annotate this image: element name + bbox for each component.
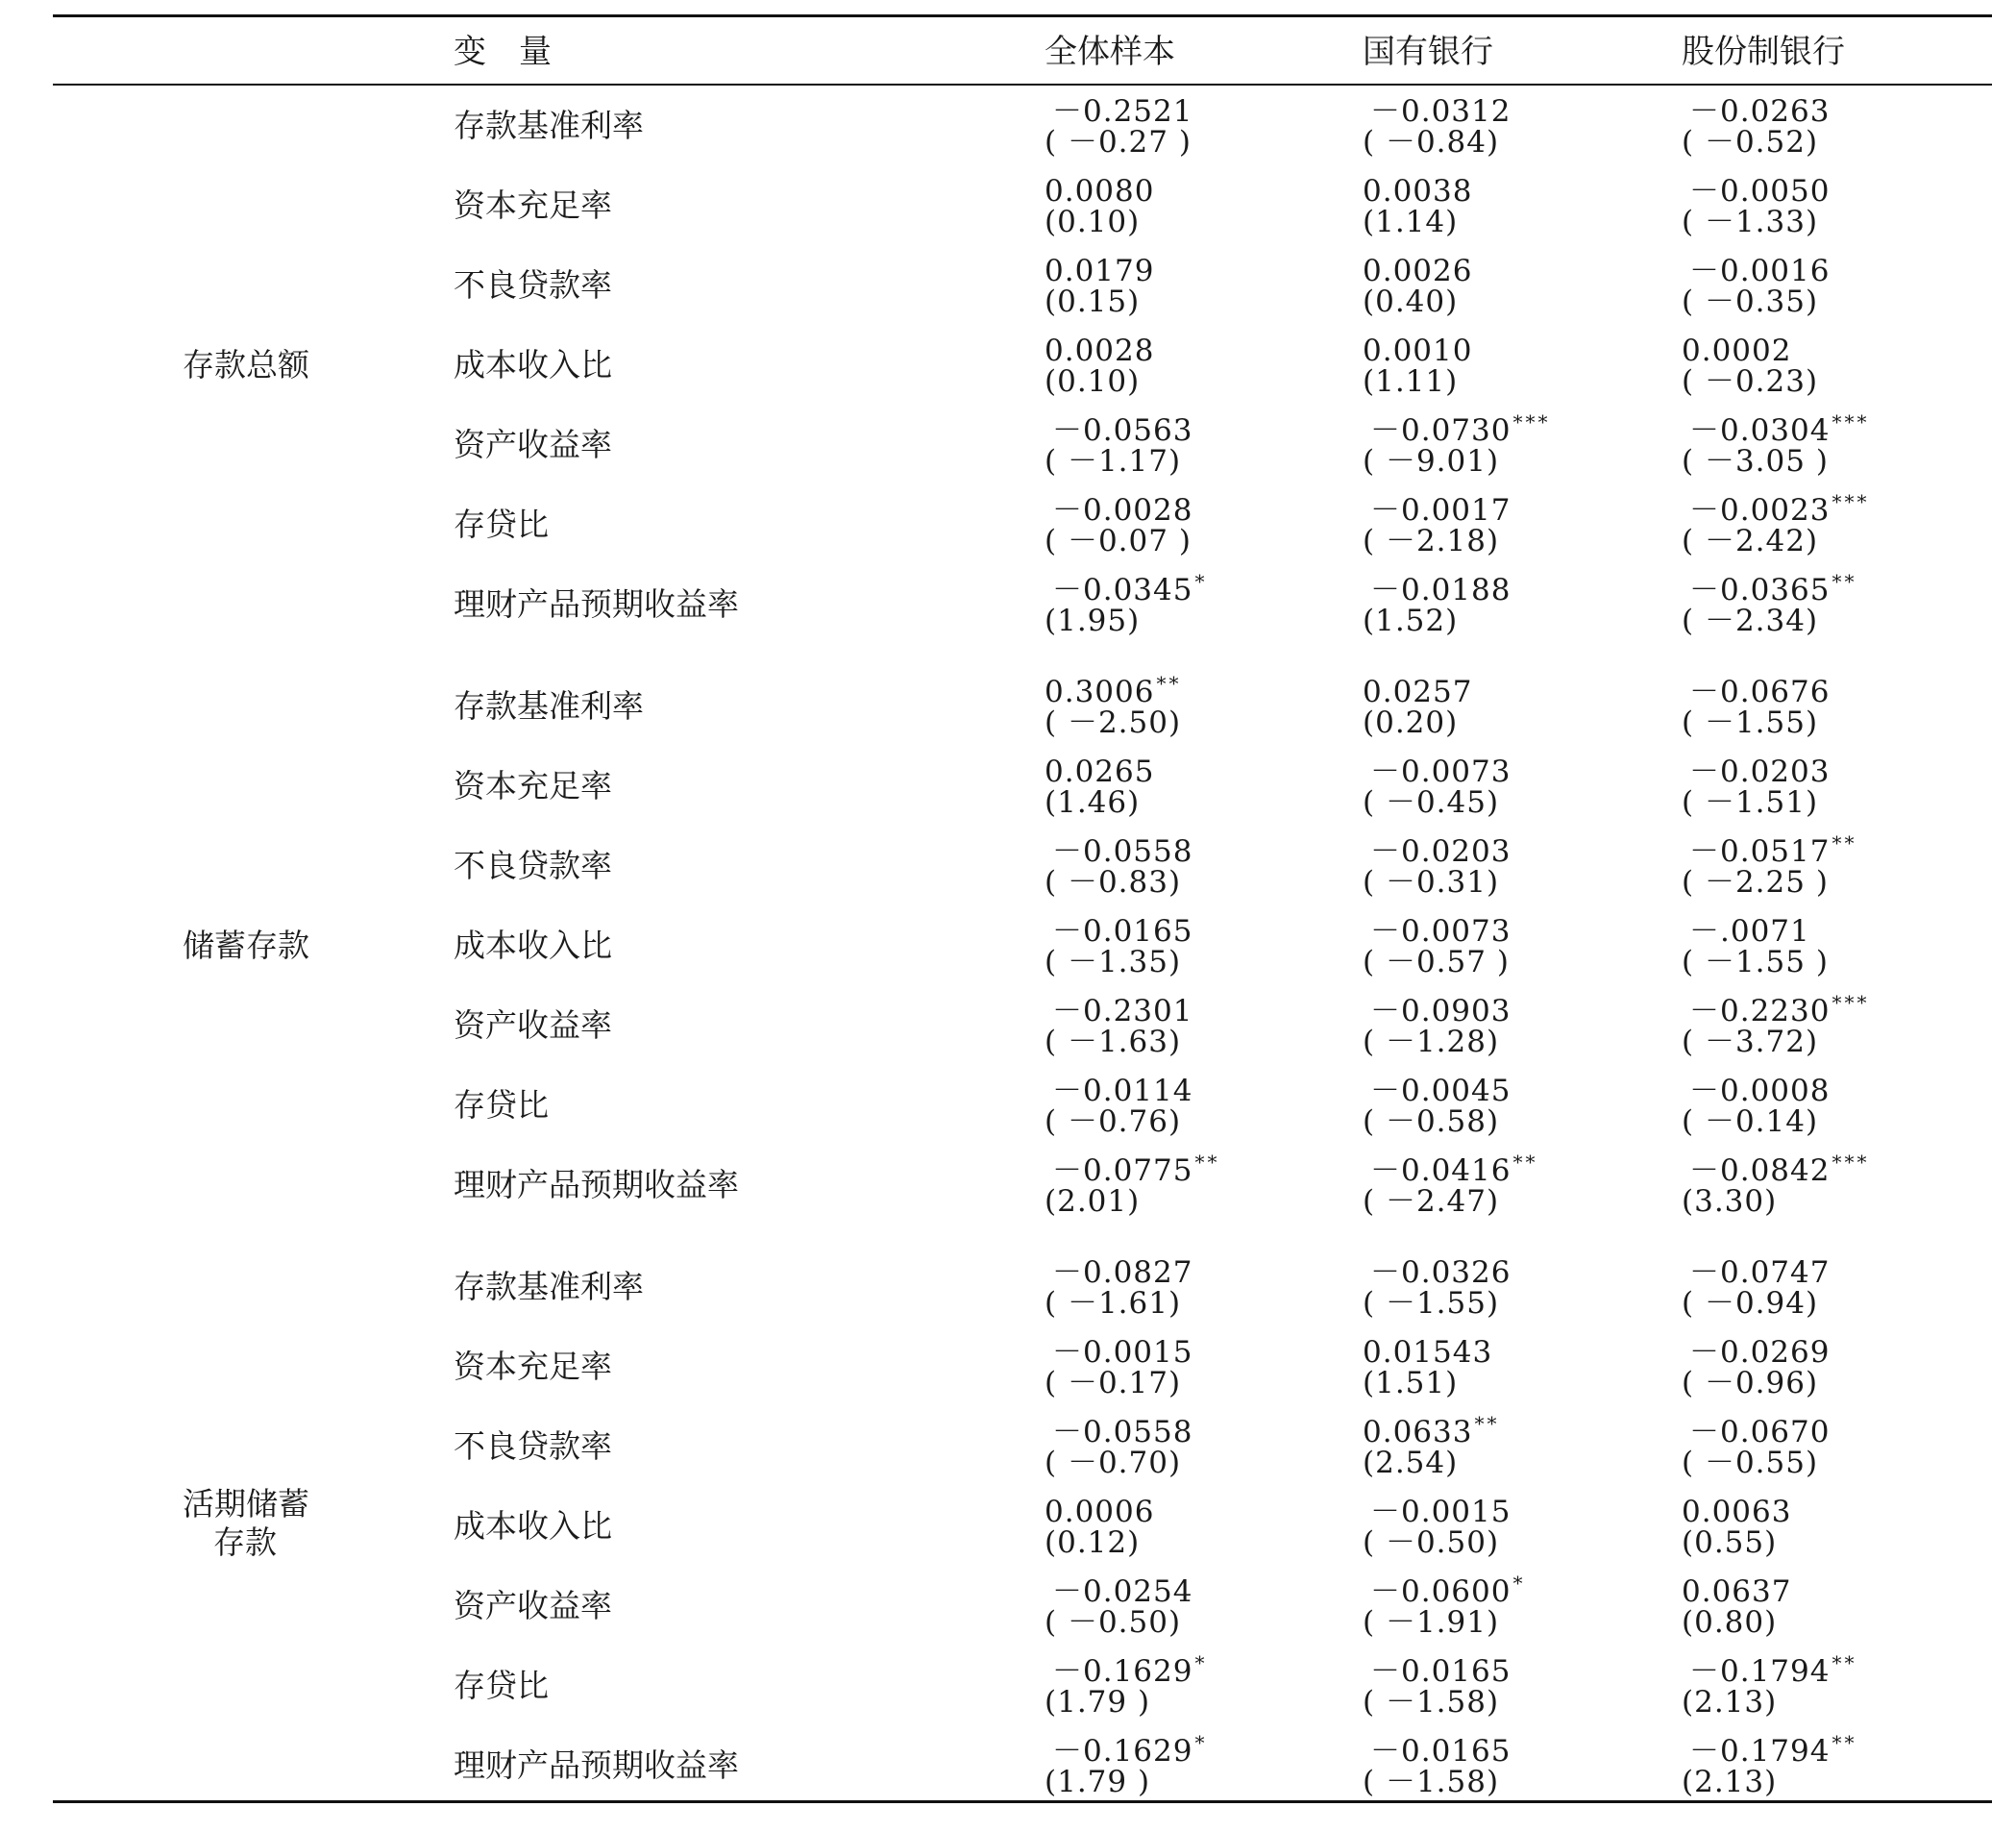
- coefficient-value: －0.0269: [1689, 1335, 1831, 1370]
- group-label-line: 活期储蓄: [183, 1484, 309, 1523]
- group-label: 存款总额: [183, 345, 309, 384]
- t-statistic-cell: (0.80): [1682, 1605, 1778, 1640]
- t-statistic-cell: ( －0.07 ): [1045, 524, 1192, 558]
- coefficient-cell: [1370, 1065, 1512, 1108]
- coefficient-cell: [1689, 826, 1856, 869]
- significance-stars: **: [1832, 1731, 1857, 1754]
- t-statistic-cell: ( －1.63): [1045, 1025, 1182, 1059]
- coefficient-value: －0.0365: [1689, 573, 1831, 607]
- coefficient-cell: [1052, 1145, 1219, 1188]
- group-label-line: 存款: [213, 1523, 277, 1561]
- significance-stars: ***: [1832, 1151, 1870, 1174]
- t-statistic-cell: ( －0.14): [1682, 1104, 1819, 1139]
- coefficient-cell: [1045, 245, 1156, 288]
- t-statistic-cell: (1.95): [1045, 604, 1141, 638]
- t-statistic-cell: ( －0.45): [1363, 785, 1500, 820]
- variable-name: 成本收入比: [454, 1507, 612, 1545]
- significance-stars: **: [1474, 1412, 1500, 1435]
- coefficient-value: －0.0017: [1370, 493, 1512, 528]
- coefficient-value: －0.0023: [1689, 493, 1831, 528]
- coefficient-value: －0.0312: [1370, 94, 1512, 129]
- coefficient-cell: [1370, 905, 1512, 949]
- variable-name: 资产收益率: [454, 426, 612, 463]
- significance-stars: **: [1832, 1651, 1857, 1674]
- variable-name: 存贷比: [454, 1667, 549, 1704]
- t-statistic-cell: ( －1.91): [1363, 1605, 1500, 1640]
- coefficient-cell: [1363, 666, 1474, 709]
- coefficient-value: －0.0254: [1052, 1574, 1193, 1609]
- significance-stars: *: [1194, 1651, 1208, 1674]
- coefficient-value: 0.01543: [1363, 1335, 1493, 1370]
- variable-name: 理财产品预期收益率: [454, 1746, 739, 1784]
- t-statistic-cell: ( －0.50): [1045, 1605, 1182, 1640]
- coefficient-value: －0.0073: [1370, 755, 1512, 789]
- coefficient-cell: [1052, 1566, 1194, 1609]
- coefficient-value: 0.0633: [1363, 1415, 1473, 1449]
- coefficient-value: －0.0114: [1052, 1074, 1193, 1108]
- t-statistic-cell: (2.01): [1045, 1184, 1141, 1219]
- coefficient-value: －0.2301: [1052, 994, 1193, 1028]
- variable-name: 资本充足率: [454, 767, 612, 805]
- coefficient-value: 0.3006: [1045, 675, 1155, 709]
- coefficient-cell: [1363, 1326, 1494, 1370]
- coefficient-value: －0.0747: [1689, 1255, 1831, 1290]
- coefficient-value: 0.0028: [1045, 334, 1155, 368]
- t-statistic-cell: (1.79 ): [1045, 1685, 1151, 1720]
- coefficient-cell: [1052, 905, 1194, 949]
- t-statistic-cell: ( －1.55): [1682, 706, 1819, 740]
- t-statistic-cell: (1.14): [1363, 205, 1459, 239]
- t-statistic-cell: ( －0.17): [1045, 1366, 1182, 1400]
- coefficient-value: －0.2230: [1689, 994, 1831, 1028]
- coefficient-value: －0.0165: [1370, 1734, 1512, 1769]
- coefficient-value: －.0071: [1689, 914, 1810, 949]
- coefficient-cell: [1052, 1646, 1207, 1689]
- coefficient-cell: [1689, 905, 1812, 949]
- coefficient-cell: [1689, 564, 1856, 607]
- coefficient-cell: [1045, 325, 1156, 368]
- coefficient-value: －0.0326: [1370, 1255, 1512, 1290]
- t-statistic-cell: (0.20): [1363, 706, 1459, 740]
- t-statistic-cell: ( －1.55): [1363, 1286, 1500, 1321]
- t-statistic-cell: (0.40): [1363, 285, 1459, 319]
- coefficient-cell: [1045, 746, 1156, 789]
- t-statistic-cell: (1.46): [1045, 785, 1141, 820]
- significance-stars: **: [1194, 1151, 1220, 1174]
- t-statistic-cell: (1.79 ): [1045, 1765, 1151, 1799]
- coefficient-value: 0.0063: [1682, 1495, 1792, 1529]
- t-statistic-cell: ( －0.58): [1363, 1104, 1500, 1139]
- coefficient-value: 0.0637: [1682, 1574, 1792, 1609]
- coefficient-cell: [1045, 1486, 1156, 1529]
- t-statistic-cell: ( －2.42): [1682, 524, 1819, 558]
- header-joint-stock-banks: 股份制银行: [1682, 33, 1845, 71]
- t-statistic-cell: (3.30): [1682, 1184, 1778, 1219]
- coefficient-value: 0.0010: [1363, 334, 1473, 368]
- coefficient-cell: [1689, 484, 1869, 528]
- t-statistic-cell: ( －2.25 ): [1682, 865, 1829, 900]
- coefficient-cell: [1689, 1406, 1832, 1449]
- variable-name: 存贷比: [454, 1086, 549, 1124]
- t-statistic-cell: ( －2.34): [1682, 604, 1819, 638]
- coefficient-cell: [1370, 1247, 1512, 1290]
- variable-name: 存款基准利率: [454, 1268, 644, 1305]
- coefficient-cell: [1045, 666, 1181, 709]
- significance-stars: **: [1156, 672, 1182, 695]
- coefficient-cell: [1682, 325, 1793, 368]
- significance-stars: **: [1832, 570, 1857, 593]
- coefficient-value: －0.0008: [1689, 1074, 1831, 1108]
- t-statistic-cell: ( －1.28): [1363, 1025, 1500, 1059]
- t-statistic-cell: (0.10): [1045, 205, 1141, 239]
- t-statistic-cell: ( －0.27 ): [1045, 125, 1192, 160]
- variable-name: 资产收益率: [454, 1587, 612, 1624]
- significance-stars: **: [1512, 1151, 1538, 1174]
- significance-stars: **: [1832, 831, 1857, 854]
- significance-stars: *: [1512, 1572, 1526, 1595]
- variable-name: 成本收入比: [454, 346, 612, 384]
- coefficient-cell: [1689, 1725, 1856, 1769]
- coefficient-cell: [1052, 1065, 1194, 1108]
- significance-stars: ***: [1512, 410, 1551, 433]
- variable-name: 资本充足率: [454, 1348, 612, 1385]
- coefficient-value: －0.0015: [1052, 1335, 1193, 1370]
- coefficient-value: －0.1629: [1052, 1654, 1193, 1689]
- coefficient-cell: [1052, 86, 1194, 129]
- variable-name: 资产收益率: [454, 1006, 612, 1044]
- coefficient-value: 0.0265: [1045, 755, 1155, 789]
- t-statistic-cell: (0.55): [1682, 1525, 1778, 1560]
- coefficient-cell: [1052, 405, 1194, 448]
- coefficient-cell: [1689, 746, 1832, 789]
- coefficient-value: －0.1794: [1689, 1654, 1831, 1689]
- t-statistic-cell: ( －0.96): [1682, 1366, 1819, 1400]
- variable-name: 理财产品预期收益率: [454, 1166, 739, 1203]
- coefficient-cell: [1363, 165, 1474, 209]
- coefficient-value: 0.0026: [1363, 254, 1473, 288]
- coefficient-value: －0.0558: [1052, 834, 1193, 869]
- t-statistic-cell: ( －0.70): [1045, 1446, 1182, 1480]
- coefficient-cell: [1370, 1145, 1537, 1188]
- coefficient-value: －0.0050: [1689, 174, 1831, 209]
- t-statistic-cell: (0.10): [1045, 364, 1141, 399]
- t-statistic-cell: ( －0.76): [1045, 1104, 1182, 1139]
- coefficient-cell: [1370, 405, 1550, 448]
- coefficient-cell: [1363, 325, 1474, 368]
- coefficient-value: －0.0015: [1370, 1495, 1512, 1529]
- t-statistic-cell: (1.11): [1363, 364, 1459, 399]
- coefficient-cell: [1370, 826, 1512, 869]
- coefficient-value: 0.0257: [1363, 675, 1473, 709]
- coefficient-value: －0.0775: [1052, 1153, 1193, 1188]
- coefficient-cell: [1689, 245, 1832, 288]
- variable-name: 不良贷款率: [454, 847, 612, 884]
- coefficient-cell: [1689, 1326, 1832, 1370]
- coefficient-cell: [1689, 1247, 1832, 1290]
- header-full-sample: 全体样本: [1045, 33, 1175, 71]
- coefficient-value: －0.0016: [1689, 254, 1831, 288]
- coefficient-cell: [1689, 405, 1869, 448]
- t-statistic-cell: ( －0.35): [1682, 285, 1819, 319]
- variable-name: 不良贷款率: [454, 266, 612, 304]
- t-statistic-cell: ( －2.18): [1363, 524, 1500, 558]
- coefficient-cell: [1689, 86, 1832, 129]
- t-statistic-cell: ( －3.72): [1682, 1025, 1819, 1059]
- coefficient-cell: [1370, 86, 1512, 129]
- t-statistic-cell: (2.54): [1363, 1446, 1459, 1480]
- coefficient-cell: [1052, 564, 1207, 607]
- coefficient-cell: [1689, 165, 1832, 209]
- t-statistic-cell: (2.13): [1682, 1765, 1778, 1799]
- t-statistic-cell: ( －0.50): [1363, 1525, 1500, 1560]
- coefficient-value: －0.0263: [1689, 94, 1831, 129]
- significance-stars: ***: [1832, 410, 1870, 433]
- variable-name: 不良贷款率: [454, 1427, 612, 1465]
- significance-stars: *: [1194, 1731, 1208, 1754]
- coefficient-cell: [1370, 484, 1512, 528]
- coefficient-cell: [1052, 985, 1194, 1028]
- coefficient-cell: [1370, 746, 1512, 789]
- header-state-banks: 国有银行: [1363, 33, 1493, 71]
- t-statistic-cell: ( －0.84): [1363, 125, 1500, 160]
- coefficient-cell: [1052, 1247, 1194, 1290]
- t-statistic-cell: ( －1.17): [1045, 444, 1182, 479]
- t-statistic-cell: ( －3.05 ): [1682, 444, 1829, 479]
- coefficient-cell: [1689, 1646, 1856, 1689]
- top-rule: [53, 14, 1992, 17]
- coefficient-cell: [1363, 245, 1474, 288]
- variable-name: 资本充足率: [454, 186, 612, 224]
- coefficient-value: －0.0517: [1689, 834, 1831, 869]
- coefficient-cell: [1370, 564, 1512, 607]
- coefficient-cell: [1689, 666, 1832, 709]
- t-statistic-cell: ( －0.83): [1045, 865, 1182, 900]
- coefficient-value: －0.0165: [1370, 1654, 1512, 1689]
- coefficient-cell: [1045, 165, 1156, 209]
- t-statistic-cell: (2.13): [1682, 1685, 1778, 1720]
- t-statistic-cell: ( －2.50): [1045, 706, 1182, 740]
- variable-name: 存贷比: [454, 506, 549, 543]
- coefficient-value: 0.0179: [1045, 254, 1155, 288]
- coefficient-value: －0.0558: [1052, 1415, 1193, 1449]
- variable-name: 理财产品预期收益率: [454, 585, 739, 623]
- coefficient-value: －0.0188: [1370, 573, 1512, 607]
- coefficient-cell: [1689, 985, 1869, 1028]
- coefficient-value: －0.0165: [1052, 914, 1193, 949]
- t-statistic-cell: ( －1.51): [1682, 785, 1819, 820]
- coefficient-value: －0.0730: [1370, 413, 1512, 448]
- t-statistic-cell: (0.12): [1045, 1525, 1141, 1560]
- coefficient-value: －0.0073: [1370, 914, 1512, 949]
- t-statistic-cell: ( －9.01): [1363, 444, 1500, 479]
- coefficient-cell: [1370, 1486, 1512, 1529]
- t-statistic-cell: ( －0.23): [1682, 364, 1819, 399]
- t-statistic-cell: ( －0.31): [1363, 865, 1500, 900]
- coefficient-value: －0.0563: [1052, 413, 1193, 448]
- coefficient-value: －0.0045: [1370, 1074, 1512, 1108]
- significance-stars: ***: [1832, 490, 1870, 513]
- significance-stars: *: [1194, 570, 1208, 593]
- coefficient-cell: [1370, 985, 1512, 1028]
- coefficient-cell: [1689, 1145, 1869, 1188]
- coefficient-cell: [1052, 1326, 1194, 1370]
- coefficient-value: －0.0028: [1052, 493, 1193, 528]
- coefficient-cell: [1052, 1406, 1194, 1449]
- variable-name: 存款基准利率: [454, 107, 644, 144]
- t-statistic-cell: (1.51): [1363, 1366, 1459, 1400]
- coefficient-cell: [1052, 826, 1194, 869]
- coefficient-value: －0.0676: [1689, 675, 1831, 709]
- coefficient-value: －0.0827: [1052, 1255, 1193, 1290]
- t-statistic-cell: ( －0.55): [1682, 1446, 1819, 1480]
- bottom-rule: [53, 1800, 1992, 1803]
- coefficient-value: －0.0304: [1689, 413, 1831, 448]
- t-statistic-cell: (1.52): [1363, 604, 1459, 638]
- coefficient-cell: [1052, 1725, 1207, 1769]
- coefficient-value: －0.0345: [1052, 573, 1193, 607]
- coefficient-value: －0.0842: [1689, 1153, 1831, 1188]
- coefficient-value: －0.0416: [1370, 1153, 1512, 1188]
- t-statistic-cell: ( －0.57 ): [1363, 945, 1510, 979]
- coefficient-value: 0.0002: [1682, 334, 1792, 368]
- coefficient-value: －0.0903: [1370, 994, 1512, 1028]
- t-statistic-cell: ( －1.58): [1363, 1765, 1500, 1799]
- coefficient-value: －0.0203: [1689, 755, 1831, 789]
- coefficient-value: －0.1629: [1052, 1734, 1193, 1769]
- coefficient-value: 0.0080: [1045, 174, 1155, 209]
- coefficient-value: －0.2521: [1052, 94, 1193, 129]
- coefficient-cell: [1689, 1065, 1832, 1108]
- t-statistic-cell: ( －2.47): [1363, 1184, 1500, 1219]
- t-statistic-cell: ( －1.35): [1045, 945, 1182, 979]
- coefficient-cell: [1052, 484, 1194, 528]
- t-statistic-cell: ( －1.58): [1363, 1685, 1500, 1720]
- t-statistic-cell: ( －0.94): [1682, 1286, 1819, 1321]
- t-statistic-cell: ( －1.55 ): [1682, 945, 1829, 979]
- t-statistic-cell: ( －1.61): [1045, 1286, 1182, 1321]
- coefficient-cell: [1682, 1486, 1793, 1529]
- coefficient-cell: [1370, 1566, 1525, 1609]
- coefficient-value: －0.0203: [1370, 834, 1512, 869]
- t-statistic-cell: (0.15): [1045, 285, 1141, 319]
- coefficient-cell: [1363, 1406, 1499, 1449]
- variable-name: 存款基准利率: [454, 687, 644, 725]
- coefficient-value: 0.0038: [1363, 174, 1473, 209]
- coefficient-value: －0.1794: [1689, 1734, 1831, 1769]
- coefficient-value: －0.0600: [1370, 1574, 1512, 1609]
- significance-stars: ***: [1832, 991, 1870, 1014]
- t-statistic-cell: ( －1.33): [1682, 205, 1819, 239]
- group-label: 储蓄存款: [183, 926, 309, 964]
- coefficient-cell: [1682, 1566, 1793, 1609]
- coefficient-cell: [1370, 1646, 1512, 1689]
- header-variable: 变 量: [454, 33, 552, 71]
- variable-name: 成本收入比: [454, 927, 612, 964]
- coefficient-value: －0.0670: [1689, 1415, 1831, 1449]
- coefficient-cell: [1370, 1725, 1512, 1769]
- coefficient-value: 0.0006: [1045, 1495, 1155, 1529]
- t-statistic-cell: ( －0.52): [1682, 125, 1819, 160]
